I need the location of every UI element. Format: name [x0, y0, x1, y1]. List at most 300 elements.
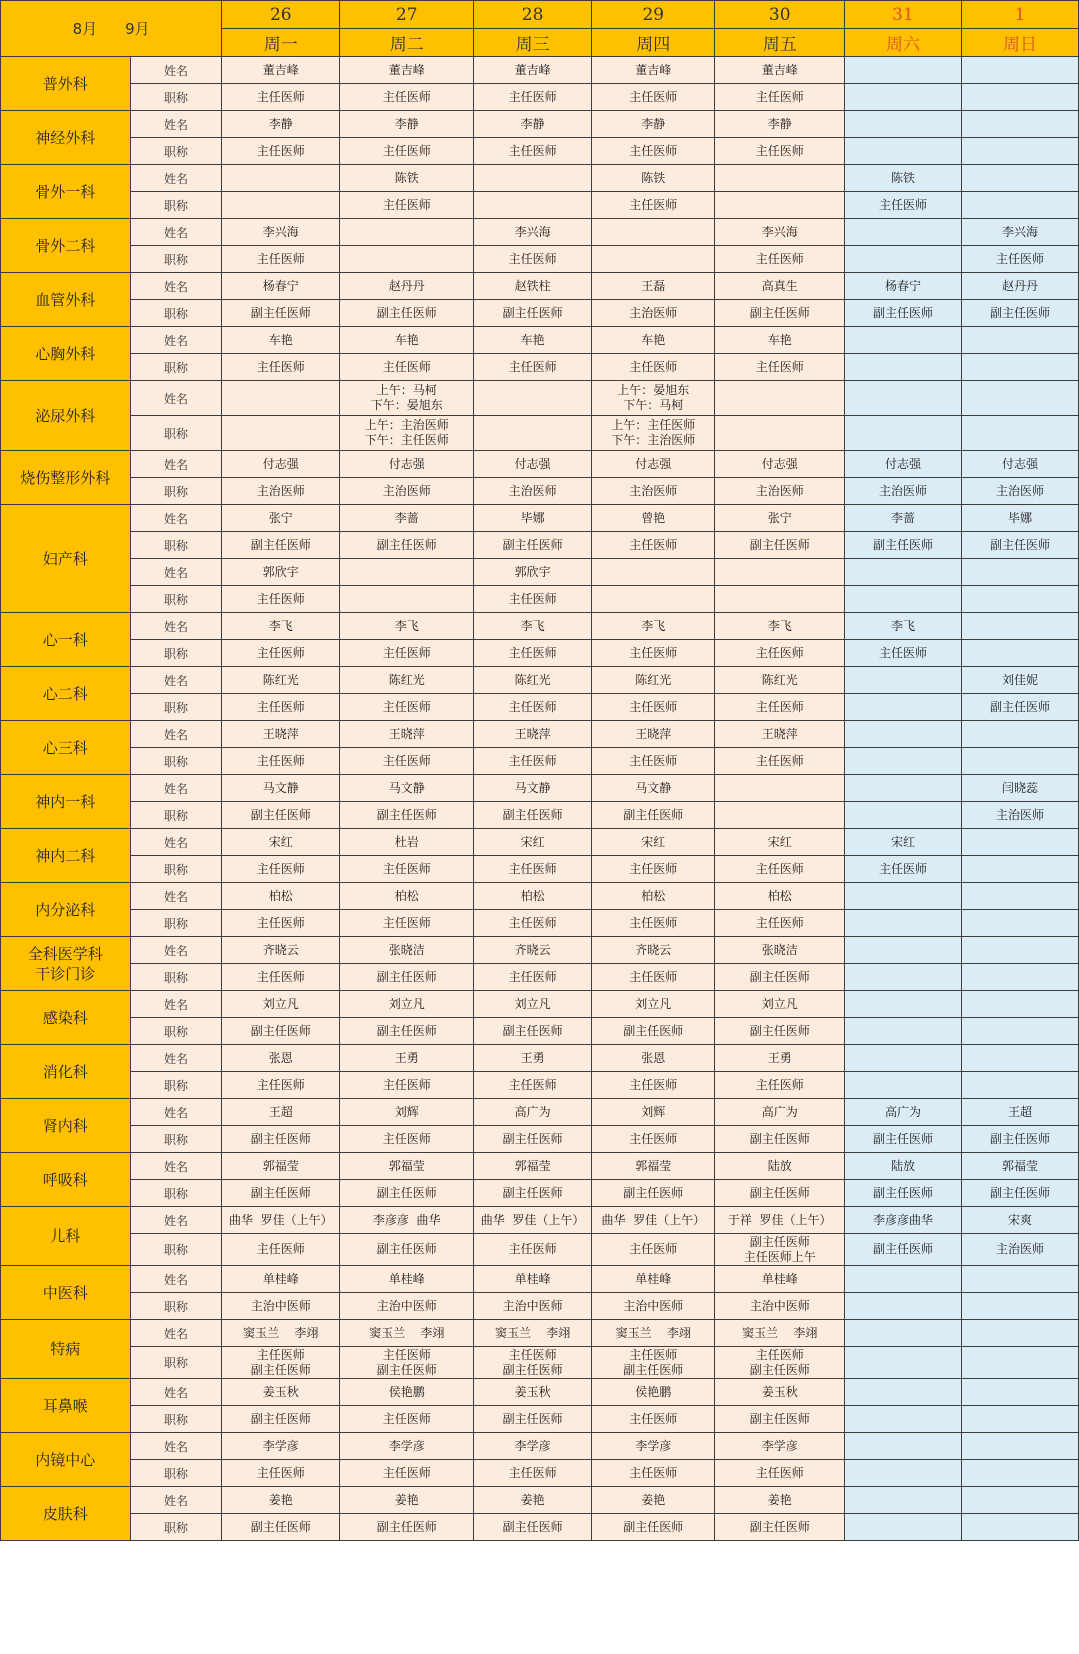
doctor-name-cell: 陆放 [715, 1153, 845, 1180]
doctor-name-cell [961, 1487, 1078, 1514]
doctor-name-cell [845, 1487, 962, 1514]
doctor-title-cell: 副主任医师 [340, 1234, 474, 1266]
doctor-name-cell [961, 613, 1078, 640]
doctor-name-cell: 宋红 [592, 829, 715, 856]
doctor-title-cell [592, 586, 715, 613]
title-label: 职称 [130, 910, 222, 937]
name-label: 姓名 [130, 1487, 222, 1514]
title-label: 职称 [130, 532, 222, 559]
doctor-name-cell: 张恩 [592, 1045, 715, 1072]
schedule-row [1, 559, 1079, 586]
doctor-name-cell: 李兴海 [222, 219, 340, 246]
doctor-name-cell: 车艳 [592, 327, 715, 354]
month-corner [1, 1, 222, 57]
doctor-title-cell: 主任医师 [592, 748, 715, 775]
name-label: 姓名 [130, 721, 222, 748]
doctor-title-cell: 副主任医师 [222, 300, 340, 327]
doctor-name-cell [592, 559, 715, 586]
doctor-title-cell: 主任医师 [715, 748, 845, 775]
schedule-row [1, 748, 1079, 775]
doctor-title-cell [961, 748, 1078, 775]
title-label: 职称 [130, 300, 222, 327]
doctor-name-cell: 王磊 [592, 273, 715, 300]
doctor-title-cell [961, 1406, 1078, 1433]
department-name: 普外科 [1, 57, 131, 111]
doctor-title-cell [845, 1018, 962, 1045]
doctor-title-cell: 副主任医师 [474, 300, 592, 327]
doctor-name-cell: 陈铁 [592, 165, 715, 192]
doctor-title-cell: 主任医师 [715, 84, 845, 111]
name-label: 姓名 [130, 1207, 222, 1234]
doctor-name-cell [961, 721, 1078, 748]
doctor-name-cell [845, 111, 962, 138]
schedule-row [1, 640, 1079, 667]
date-header: 1 [961, 1, 1078, 29]
doctor-name-cell [845, 667, 962, 694]
doctor-title-cell: 主治医师 [961, 802, 1078, 829]
schedule-row [1, 1099, 1079, 1126]
doctor-title-cell [845, 354, 962, 381]
doctor-name-cell: 陈红光 [474, 667, 592, 694]
doctor-name-cell [715, 775, 845, 802]
doctor-name-cell: 李飞 [474, 613, 592, 640]
doctor-title-cell: 主任医师 [961, 246, 1078, 273]
doctor-title-cell: 主治医师 [845, 478, 962, 505]
title-label: 职称 [130, 246, 222, 273]
doctor-name-cell: 李飞 [592, 613, 715, 640]
doctor-name-cell [845, 381, 962, 416]
name-label: 姓名 [130, 991, 222, 1018]
doctor-name-cell: 刘立凡 [222, 991, 340, 1018]
doctor-title-cell [961, 964, 1078, 991]
doctor-name-cell: 李学彦 [715, 1433, 845, 1460]
name-label: 姓名 [130, 1045, 222, 1072]
doctor-title-cell: 主任医师 [222, 640, 340, 667]
department-name: 心三科 [1, 721, 131, 775]
doctor-name-cell: 马文静 [222, 775, 340, 802]
doctor-name-cell: 王晓萍 [474, 721, 592, 748]
doctor-name-cell: 付志强 [474, 451, 592, 478]
name-label: 姓名 [130, 327, 222, 354]
doctor-title-cell: 副主任医师 [845, 300, 962, 327]
doctor-title-cell: 副主任医师 [222, 1126, 340, 1153]
doctor-name-cell [845, 937, 962, 964]
doctor-name-cell: 宋红 [845, 829, 962, 856]
schedule-row [1, 1406, 1079, 1433]
doctor-title-cell: 副主任医师 [715, 1126, 845, 1153]
doctor-name-cell: 王晓萍 [340, 721, 474, 748]
doctor-title-cell: 副主任医师 [340, 1180, 474, 1207]
doctor-name-cell: 刘立凡 [474, 991, 592, 1018]
doctor-name-cell: 李蔷 [845, 505, 962, 532]
doctor-name-cell: 李兴海 [961, 219, 1078, 246]
doctor-title-cell: 主任医师 [474, 964, 592, 991]
doctor-title-cell: 主任医师 [222, 910, 340, 937]
doctor-name-cell: 车艳 [474, 327, 592, 354]
doctor-title-cell: 副主任医师 [340, 1514, 474, 1541]
title-label: 职称 [130, 1072, 222, 1099]
doctor-name-cell [961, 1266, 1078, 1293]
doctor-title-cell: 主任医师 [474, 586, 592, 613]
doctor-title-cell: 主治中医师 [474, 1293, 592, 1320]
doctor-title-cell: 主任医师 [474, 748, 592, 775]
doctor-name-cell: 董吉峰 [222, 57, 340, 84]
doctor-name-cell: 李学彦 [340, 1433, 474, 1460]
doctor-title-cell: 主任医师 [340, 192, 474, 219]
doctor-name-cell: 单桂峰 [592, 1266, 715, 1293]
doctor-title-cell [845, 694, 962, 721]
schedule-row [1, 1266, 1079, 1293]
doctor-title-cell: 主任医师 [592, 84, 715, 111]
schedule-row [1, 964, 1079, 991]
weekday-header: 周三 [474, 29, 592, 57]
doctor-title-cell: 主任医师 [715, 354, 845, 381]
schedule-row [1, 300, 1079, 327]
doctor-name-cell: 李静 [715, 111, 845, 138]
doctor-name-cell: 赵丹丹 [961, 273, 1078, 300]
schedule-row [1, 937, 1079, 964]
doctor-title-cell: 主任医师 [222, 1460, 340, 1487]
doctor-title-cell: 副主任医师 [845, 1126, 962, 1153]
doctor-title-cell: 主任医师 副主任医师 [474, 1347, 592, 1379]
doctor-name-cell [340, 219, 474, 246]
doctor-title-cell: 副主任医师 [715, 1018, 845, 1045]
doctor-name-cell: 董吉峰 [715, 57, 845, 84]
doctor-title-cell: 主任医师 [340, 1126, 474, 1153]
title-label: 职称 [130, 694, 222, 721]
name-label: 姓名 [130, 937, 222, 964]
doctor-title-cell: 副主任医师 [961, 532, 1078, 559]
doctor-name-cell [961, 991, 1078, 1018]
schedule-row [1, 586, 1079, 613]
doctor-title-cell: 主治医师 [222, 478, 340, 505]
schedule-row [1, 505, 1079, 532]
doctor-title-cell: 主任医师 [715, 1072, 845, 1099]
schedule-row [1, 532, 1079, 559]
schedule-row [1, 829, 1079, 856]
doctor-name-cell [845, 559, 962, 586]
doctor-name-cell: 侯艳鹏 [592, 1379, 715, 1406]
name-label: 姓名 [130, 451, 222, 478]
doctor-name-cell: 刘辉 [340, 1099, 474, 1126]
doctor-title-cell: 主任医师 [474, 84, 592, 111]
doctor-title-cell: 主任医师 [222, 138, 340, 165]
title-label: 职称 [130, 354, 222, 381]
doctor-title-cell [845, 586, 962, 613]
title-label: 职称 [130, 964, 222, 991]
doctor-name-cell: 高真生 [715, 273, 845, 300]
doctor-name-cell: 陈铁 [845, 165, 962, 192]
title-label: 职称 [130, 1347, 222, 1379]
doctor-name-cell: 陈红光 [715, 667, 845, 694]
name-label: 姓名 [130, 559, 222, 586]
doctor-name-cell [845, 883, 962, 910]
doctor-title-cell: 副主任医师 [474, 1126, 592, 1153]
doctor-title-cell: 主任医师 [340, 910, 474, 937]
doctor-title-cell [961, 640, 1078, 667]
doctor-name-cell [845, 327, 962, 354]
title-label: 职称 [130, 640, 222, 667]
doctor-title-cell: 副主任医师 [340, 1018, 474, 1045]
doctor-name-cell: 董吉峰 [340, 57, 474, 84]
doctor-title-cell [474, 192, 592, 219]
doctor-name-cell: 陈铁 [340, 165, 474, 192]
doctor-name-cell: 柏松 [340, 883, 474, 910]
doctor-title-cell: 副主任医师 [845, 532, 962, 559]
doctor-title-cell: 主任医师 [222, 748, 340, 775]
title-label: 职称 [130, 1126, 222, 1153]
doctor-name-cell: 于祥 罗佳（上午） [715, 1207, 845, 1234]
doctor-title-cell: 主任医师 副主任医师 [715, 1347, 845, 1379]
doctor-title-cell [222, 192, 340, 219]
doctor-title-cell: 副主任医师 [592, 1018, 715, 1045]
doctor-name-cell: 马文静 [592, 775, 715, 802]
schedule-row [1, 416, 1079, 451]
doctor-name-cell: 陈红光 [592, 667, 715, 694]
title-label: 职称 [130, 1018, 222, 1045]
doctor-name-cell [961, 937, 1078, 964]
doctor-title-cell: 主任医师 [222, 1234, 340, 1266]
schedule-row [1, 1153, 1079, 1180]
doctor-name-cell: 付志强 [845, 451, 962, 478]
schedule-row [1, 354, 1079, 381]
doctor-title-cell [845, 1072, 962, 1099]
schedule-row [1, 1234, 1079, 1266]
schedule-row [1, 1460, 1079, 1487]
doctor-title-cell [961, 1514, 1078, 1541]
doctor-name-cell: 李彦彦 曲华 [340, 1207, 474, 1234]
doctor-title-cell: 副主任医师 [845, 1180, 962, 1207]
doctor-title-cell: 副主任医师 [474, 802, 592, 829]
department-name: 消化科 [1, 1045, 131, 1099]
schedule-row [1, 1293, 1079, 1320]
schedule-row [1, 856, 1079, 883]
doctor-title-cell [222, 416, 340, 451]
doctor-title-cell: 主任医师 [474, 1460, 592, 1487]
doctor-title-cell: 主任医师 [340, 1406, 474, 1433]
doctor-name-cell: 齐晓云 [592, 937, 715, 964]
doctor-title-cell: 主任医师 [340, 84, 474, 111]
doctor-name-cell [961, 1045, 1078, 1072]
department-name: 神经外科 [1, 111, 131, 165]
doctor-name-cell: 上午：晏旭东 下午：马柯 [592, 381, 715, 416]
doctor-name-cell: 曲华 罗佳（上午） [474, 1207, 592, 1234]
doctor-name-cell: 姜艳 [222, 1487, 340, 1514]
doctor-name-cell: 陆放 [845, 1153, 962, 1180]
doctor-name-cell: 单桂峰 [474, 1266, 592, 1293]
doctor-name-cell: 李静 [474, 111, 592, 138]
doctor-name-cell: 杨春宁 [845, 273, 962, 300]
doctor-name-cell: 曲华 罗佳（上午） [592, 1207, 715, 1234]
doctor-name-cell: 李彦彦曲华 [845, 1207, 962, 1234]
weekday-header: 周五 [715, 29, 845, 57]
doctor-title-cell: 主任医师 [340, 640, 474, 667]
schedule-row [1, 721, 1079, 748]
doctor-title-cell: 主任医师 [592, 192, 715, 219]
doctor-name-cell: 刘立凡 [340, 991, 474, 1018]
doctor-title-cell: 主任医师 [715, 1460, 845, 1487]
department-name: 耳鼻喉 [1, 1379, 131, 1433]
schedule-row [1, 1180, 1079, 1207]
doctor-title-cell: 主任医师 [474, 640, 592, 667]
doctor-title-cell: 主任医师 [592, 1126, 715, 1153]
doctor-title-cell: 主任医师 [845, 640, 962, 667]
doctor-name-cell: 李兴海 [715, 219, 845, 246]
doctor-name-cell [845, 721, 962, 748]
doctor-title-cell [961, 1460, 1078, 1487]
doctor-title-cell: 主任医师 [592, 910, 715, 937]
doctor-title-cell [715, 802, 845, 829]
doctor-title-cell: 主任医师 副主任医师 [222, 1347, 340, 1379]
doctor-name-cell [961, 1433, 1078, 1460]
title-label: 职称 [130, 1234, 222, 1266]
doctor-title-cell: 副主任医师 [340, 532, 474, 559]
doctor-title-cell: 副主任医师 [474, 1180, 592, 1207]
name-label: 姓名 [130, 613, 222, 640]
doctor-title-cell [715, 416, 845, 451]
doctor-name-cell: 王晓萍 [592, 721, 715, 748]
department-name: 血管外科 [1, 273, 131, 327]
schedule-row [1, 1487, 1079, 1514]
department-name: 骨外一科 [1, 165, 131, 219]
weekday-header: 周一 [222, 29, 340, 57]
doctor-name-cell: 姜艳 [592, 1487, 715, 1514]
doctor-name-cell [961, 1379, 1078, 1406]
doctor-title-cell: 副主任医师 [592, 1180, 715, 1207]
name-label: 姓名 [130, 1153, 222, 1180]
doctor-name-cell: 郭福莹 [222, 1153, 340, 1180]
doctor-title-cell [961, 354, 1078, 381]
doctor-title-cell [845, 84, 962, 111]
doctor-title-cell: 副主任医师 [715, 1406, 845, 1433]
doctor-title-cell: 主任医师 [715, 694, 845, 721]
schedule-row [1, 910, 1079, 937]
name-label: 姓名 [130, 1433, 222, 1460]
title-label: 职称 [130, 856, 222, 883]
doctor-name-cell [715, 381, 845, 416]
doctor-title-cell [845, 1406, 962, 1433]
doctor-title-cell: 副主任医师 主任医师上午 [715, 1234, 845, 1266]
doctor-name-cell: 张宁 [715, 505, 845, 532]
doctor-title-cell [961, 1018, 1078, 1045]
doctor-name-cell [845, 57, 962, 84]
name-label: 姓名 [130, 219, 222, 246]
doctor-title-cell: 主任医师 [222, 1072, 340, 1099]
doctor-title-cell: 副主任医师 [715, 1514, 845, 1541]
date-header: 28 [474, 1, 592, 29]
doctor-title-cell: 主任医师 副主任医师 [340, 1347, 474, 1379]
name-label: 姓名 [130, 1379, 222, 1406]
doctor-name-cell [845, 1379, 962, 1406]
doctor-title-cell: 主任医师 [340, 748, 474, 775]
schedule-row [1, 165, 1079, 192]
doctor-title-cell: 主任医师 [474, 910, 592, 937]
doctor-title-cell [961, 1072, 1078, 1099]
doctor-title-cell [845, 1514, 962, 1541]
doctor-name-cell: 齐晓云 [474, 937, 592, 964]
title-label: 职称 [130, 586, 222, 613]
title-label: 职称 [130, 748, 222, 775]
doctor-title-cell [845, 964, 962, 991]
name-label: 姓名 [130, 829, 222, 856]
department-name: 泌尿外科 [1, 381, 131, 451]
doctor-title-cell [961, 856, 1078, 883]
doctor-name-cell [222, 165, 340, 192]
doctor-title-cell: 主任医师 [592, 964, 715, 991]
doctor-name-cell: 陈红光 [222, 667, 340, 694]
doctor-title-cell: 副主任医师 [222, 1018, 340, 1045]
doctor-title-cell: 主治中医师 [340, 1293, 474, 1320]
doctor-name-cell: 刘立凡 [592, 991, 715, 1018]
doctor-title-cell: 主任医师 [592, 1234, 715, 1266]
doctor-name-cell: 刘辉 [592, 1099, 715, 1126]
doctor-title-cell: 副主任医师 [222, 1180, 340, 1207]
doctor-name-cell: 付志强 [340, 451, 474, 478]
doctor-title-cell: 副主任医师 [715, 964, 845, 991]
title-label: 职称 [130, 1180, 222, 1207]
doctor-name-cell: 王晓萍 [715, 721, 845, 748]
department-name: 内分泌科 [1, 883, 131, 937]
date-header: 30 [715, 1, 845, 29]
schedule-row [1, 246, 1079, 273]
doctor-name-cell: 齐晓云 [222, 937, 340, 964]
doctor-name-cell: 李静 [340, 111, 474, 138]
doctor-name-cell [474, 381, 592, 416]
doctor-name-cell: 赵丹丹 [340, 273, 474, 300]
doctor-title-cell: 主任医师 [222, 964, 340, 991]
doctor-title-cell: 主任医师 [845, 856, 962, 883]
schedule-row [1, 327, 1079, 354]
doctor-name-cell [961, 111, 1078, 138]
doctor-title-cell: 副主任医师 [474, 532, 592, 559]
doctor-name-cell: 上午：马柯 下午：晏旭东 [340, 381, 474, 416]
schedule-row [1, 775, 1079, 802]
doctor-title-cell: 主任医师 [474, 246, 592, 273]
doctor-name-cell: 王晓萍 [222, 721, 340, 748]
doctor-name-cell: 宋红 [222, 829, 340, 856]
department-name: 特病 [1, 1320, 131, 1379]
schedule-row [1, 84, 1079, 111]
doctor-title-cell: 主任医师 [474, 694, 592, 721]
doctor-title-cell: 副主任医师 [715, 532, 845, 559]
schedule-row [1, 111, 1079, 138]
doctor-title-cell [961, 138, 1078, 165]
doctor-name-cell [961, 883, 1078, 910]
name-label: 姓名 [130, 505, 222, 532]
month-left: 8月 [72, 20, 98, 38]
date-header: 26 [222, 1, 340, 29]
date-header: 27 [340, 1, 474, 29]
doctor-name-cell [961, 829, 1078, 856]
doctor-title-cell [340, 586, 474, 613]
doctor-title-cell: 主任医师 [222, 246, 340, 273]
doctor-title-cell [845, 748, 962, 775]
department-name: 感染科 [1, 991, 131, 1045]
doctor-name-cell [845, 1266, 962, 1293]
department-name: 神内二科 [1, 829, 131, 883]
doctor-title-cell: 主任医师 [474, 1072, 592, 1099]
doctor-title-cell: 主任医师 [340, 694, 474, 721]
doctor-name-cell: 张晓洁 [340, 937, 474, 964]
doctor-name-cell: 柏松 [222, 883, 340, 910]
doctor-name-cell: 付志强 [961, 451, 1078, 478]
doctor-name-cell: 单桂峰 [340, 1266, 474, 1293]
schedule-row [1, 273, 1079, 300]
schedule-row [1, 1207, 1079, 1234]
schedule-row [1, 1072, 1079, 1099]
doctor-name-cell [845, 219, 962, 246]
doctor-name-cell: 王勇 [340, 1045, 474, 1072]
